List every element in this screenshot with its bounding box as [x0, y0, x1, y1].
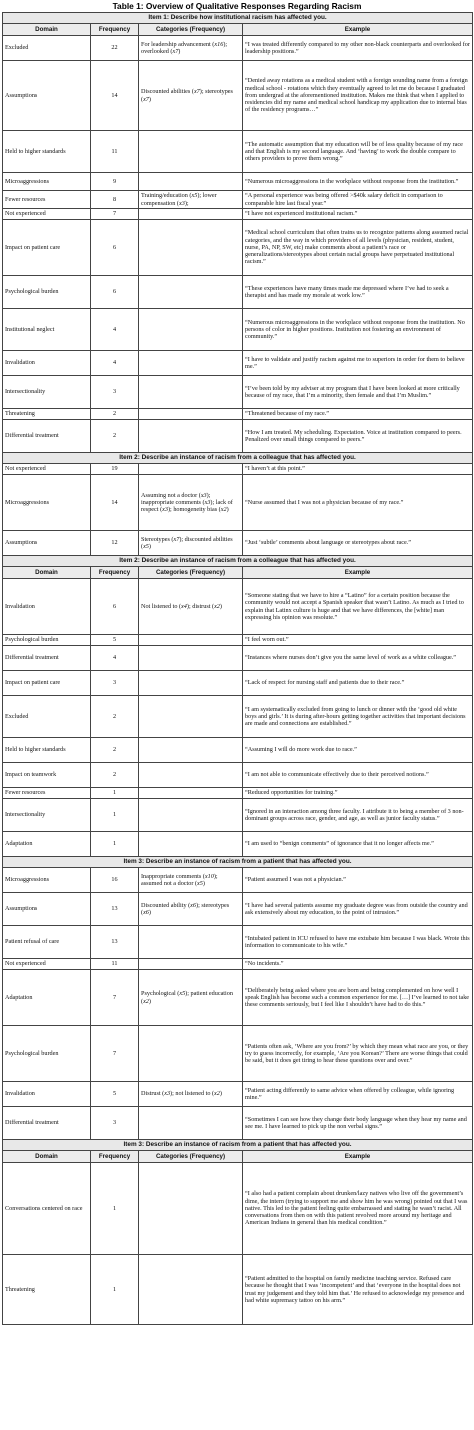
qualitative-responses-table: [2, 12, 473, 1325]
example-cell: “No incidents.”: [243, 959, 473, 970]
table-row: [3, 276, 473, 309]
item-header-row: [3, 1140, 473, 1151]
categories-cell: [139, 309, 243, 351]
table-row: [3, 646, 473, 671]
categories-cell: [139, 209, 243, 220]
example-cell: “Patient assumed I was not a physician.”: [243, 868, 473, 893]
table-row: [3, 36, 473, 61]
categories-cell: [139, 376, 243, 409]
example-header: Example: [243, 1151, 473, 1163]
table-row: [3, 832, 473, 857]
frequency-cell: 7: [91, 209, 139, 220]
frequency-cell: 2: [91, 763, 139, 788]
domain-cell: Excluded: [3, 36, 91, 61]
domain-cell: Institutional neglect: [3, 309, 91, 351]
categories-cell: [139, 351, 243, 376]
domain-cell: Adaptation: [3, 832, 91, 857]
example-cell: “I have to validate and justify racism against me to superiors in order for them to believe me.”: [243, 351, 473, 376]
example-cell: “How I am treated. My scheduling. Expectation. Voice at institution compared to peers. Penalized over small things compared to peers.”: [243, 420, 473, 453]
table-row: [3, 475, 473, 531]
frequency-cell: 7: [91, 970, 139, 1026]
table-row: [3, 926, 473, 959]
frequency-cell: 7: [91, 1026, 139, 1082]
table-row: [3, 209, 473, 220]
frequency-cell: 13: [91, 893, 139, 926]
frequency-cell: 12: [91, 531, 139, 556]
item-prompt: Item 3: Describe an instance of racism from a patient that has affected you.: [3, 1140, 473, 1151]
example-cell: “I was treated differently compared to my other non-black counterparts and overlooked for leadership positions.”: [243, 36, 473, 61]
frequency-cell: 1: [91, 1163, 139, 1255]
categories-cell: [139, 173, 243, 191]
categories-cell: [139, 671, 243, 696]
categories-cell: [139, 409, 243, 420]
table-row: [3, 763, 473, 788]
domain-cell: Invalidation: [3, 351, 91, 376]
domain-cell: Not experienced: [3, 464, 91, 475]
example-cell: “I am systematically excluded from going to lunch or dinner with the ‘good old white boys and girls.’ It is during after-hours getting together activities that important decisions are made and connections are established.”: [243, 696, 473, 738]
frequency-header: Frequency: [91, 24, 139, 36]
domain-cell: Differential treatment: [3, 646, 91, 671]
domain-cell: Held to higher standards: [3, 131, 91, 173]
categories-cell: Discounted abilities (x7); stereotypes (x7): [139, 61, 243, 131]
frequency-cell: 1: [91, 788, 139, 799]
item-prompt: Item 1: Describe how institutional racism has affected you.: [3, 13, 473, 24]
domain-cell: Not experienced: [3, 209, 91, 220]
categories-cell: [139, 131, 243, 173]
item-header-row: [3, 556, 473, 567]
domain-cell: Invalidation: [3, 579, 91, 635]
frequency-cell: 3: [91, 671, 139, 696]
domain-cell: Not experienced: [3, 959, 91, 970]
document-page: [2, 0, 472, 1325]
table-body: [3, 13, 473, 1325]
categories-cell: Assuming not a doctor (x3); inappropriate comments (x3); lack of respect (x3); homogeneity bias (x2): [139, 475, 243, 531]
table-row: [3, 788, 473, 799]
table-title: Table 1: Overview of Qualitative Responses Regarding Racism: [112, 1, 362, 11]
domain-cell: Adaptation: [3, 970, 91, 1026]
domain-header: Domain: [3, 1151, 91, 1163]
categories-cell: [139, 646, 243, 671]
frequency-cell: 2: [91, 420, 139, 453]
categories-cell: [139, 832, 243, 857]
table-row: [3, 173, 473, 191]
item-prompt: Item 3: Describe an instance of racism from a patient that has affected you.: [3, 857, 473, 868]
frequency-cell: 11: [91, 131, 139, 173]
example-cell: “I’ve been told by my adviser at my program that I have been looked at more critically because of my race, that I’m a minority, then female and that I’m Muslim.”: [243, 376, 473, 409]
table-row: [3, 1163, 473, 1255]
domain-cell: Impact on patient care: [3, 671, 91, 696]
table-row: [3, 696, 473, 738]
example-cell: “I have not experienced institutional racism.”: [243, 209, 473, 220]
categories-cell: Not listened to (x4); distrust (x2): [139, 579, 243, 635]
categories-cell: Distrust (x3); not listened to (x2): [139, 1082, 243, 1107]
example-cell: “Ignored in an interaction among three faculty. I attribute it to being a member of 3 non-dominant groups across race, gender, and age, as well as junior faculty status.”: [243, 799, 473, 832]
domain-cell: Intersectionality: [3, 799, 91, 832]
example-cell: “Intubated patient in ICU refused to have me extubate him because I was black. Wrote this information to communicate to his wife.”: [243, 926, 473, 959]
categories-cell: Psychological (x5); patient education (x2): [139, 970, 243, 1026]
example-cell: “Denied away rotations as a medical student with a foreign sounding name from a foreign medical school - rotations which they eventually agreed to let me do because I graduated from undergrad at the aforementioned institution. Makes me think that when I applied to residencies did my name and medical school handicap my application due to internal bias of the residency programs…”: [243, 61, 473, 131]
table-row: [3, 1082, 473, 1107]
table-row: [3, 531, 473, 556]
example-cell: “Someone stating that we have to hire a “Latino” for a certain position because the community would not accept a Spanish speaker that wasn’t Latino. As much as I tried to explain that Latinx culture is huge and that we have differences, the [white] man expressing his opinion was resolute.”: [243, 579, 473, 635]
domain-cell: Excluded: [3, 696, 91, 738]
frequency-header: Frequency: [91, 1151, 139, 1163]
frequency-cell: 1: [91, 832, 139, 857]
categories-cell: [139, 276, 243, 309]
domain-cell: Assumptions: [3, 61, 91, 131]
example-cell: “Threatened because of my race.”: [243, 409, 473, 420]
example-cell: “Deliberately being asked where you are born and being complemented on how well I speak English has become such a common experience for me. […] I’ve learned to not take these comments seriously, but I feel like I shouldn’t have had to do this.”: [243, 970, 473, 1026]
table-row: [3, 409, 473, 420]
example-cell: “Reduced opportunities for training.”: [243, 788, 473, 799]
example-header: Example: [243, 567, 473, 579]
domain-cell: Differential treatment: [3, 420, 91, 453]
example-cell: “I haven’t at this point.”: [243, 464, 473, 475]
table-row: [3, 970, 473, 1026]
domain-header: Domain: [3, 24, 91, 36]
domain-cell: Invalidation: [3, 1082, 91, 1107]
categories-cell: Training/education (x5); lower compensation (x3);: [139, 191, 243, 209]
example-cell: “Patients often ask, ‘Where are you from?’ by which they mean what race are you, or they try to guess incorrectly, for example, ‘Are you Korean?’ There are worse things that could be said, but it does get tiring to hear these questions over and over.”: [243, 1026, 473, 1082]
categories-cell: [139, 959, 243, 970]
frequency-cell: 4: [91, 351, 139, 376]
categories-header: Categories (Frequency): [139, 1151, 243, 1163]
table-row: [3, 464, 473, 475]
example-header: Example: [243, 24, 473, 36]
example-cell: “Assuming I will do more work due to race.”: [243, 738, 473, 763]
frequency-cell: 16: [91, 868, 139, 893]
table-row: [3, 1026, 473, 1082]
example-cell: “Patient admitted to the hospital on family medicine teaching service. Refused care because he thought that I was ‘incompetent’ and that ‘everyone in the hospital does not trust my judgement and they told him that.’ He refused to acknowledge my presence and had white supremacy tattoo on his arm.”: [243, 1255, 473, 1325]
table-row: [3, 1255, 473, 1325]
categories-cell: [139, 420, 243, 453]
example-cell: “Nurse assumed that I was not a physician because of my race.”: [243, 475, 473, 531]
example-cell: “Numerous microaggressions in the workplace without response from the institution. No persons of color in higher positions. Institution not fostering an environment of community.”: [243, 309, 473, 351]
table-row: [3, 1107, 473, 1140]
frequency-cell: 1: [91, 799, 139, 832]
categories-cell: Stereotypes (x7); discounted abilities (x5): [139, 531, 243, 556]
categories-header: Categories (Frequency): [139, 24, 243, 36]
frequency-cell: 6: [91, 220, 139, 276]
example-cell: “The automatic assumption that my education will be of less quality because of my race and that English is my second language. And ‘having’ to work the double compare to others providers to prove them wrong.”: [243, 131, 473, 173]
table-row: [3, 635, 473, 646]
domain-cell: Threatening: [3, 1255, 91, 1325]
domain-cell: Assumptions: [3, 893, 91, 926]
frequency-cell: 19: [91, 464, 139, 475]
frequency-cell: 2: [91, 409, 139, 420]
table-row: [3, 579, 473, 635]
frequency-cell: 3: [91, 376, 139, 409]
domain-cell: Microaggressions: [3, 868, 91, 893]
domain-cell: Psychological burden: [3, 635, 91, 646]
example-cell: “Numerous microaggressions in the workplace without response from the institution.”: [243, 173, 473, 191]
frequency-cell: 2: [91, 696, 139, 738]
categories-cell: [139, 926, 243, 959]
frequency-cell: 14: [91, 61, 139, 131]
domain-cell: Psychological burden: [3, 1026, 91, 1082]
categories-cell: [139, 1107, 243, 1140]
domain-cell: Microaggressions: [3, 173, 91, 191]
example-cell: “I feel worn out.”: [243, 635, 473, 646]
example-cell: “I also had a patient complain about drunken/lazy natives who live off the government’s dime, the intern (trying to support me and show him he was wrong) pointed out that I was native. This led to the patient feeling quite embarrassed and stating he wasn’t racist. All conversations from then on with this patient revolved more around my heritage and American Indians in general than his medical condition.”: [243, 1163, 473, 1255]
frequency-cell: 6: [91, 579, 139, 635]
frequency-cell: 3: [91, 1107, 139, 1140]
table-row: [3, 738, 473, 763]
table-row: [3, 131, 473, 173]
example-cell: “Instances where nurses don’t give you the same level of work as a white colleague.”: [243, 646, 473, 671]
domain-cell: Psychological burden: [3, 276, 91, 309]
frequency-cell: 5: [91, 1082, 139, 1107]
item-header-row: [3, 857, 473, 868]
column-header-row: [3, 567, 473, 579]
domain-header: Domain: [3, 567, 91, 579]
example-cell: “Lack of respect for nursing staff and patients due to their race.”: [243, 671, 473, 696]
categories-cell: Discounted ability (x6); stereotypes (x6): [139, 893, 243, 926]
categories-cell: [139, 635, 243, 646]
table-row: [3, 420, 473, 453]
table-row: [3, 959, 473, 970]
example-cell: “Sometimes I can see how they change their body language when they hear my name and see me. I have learned to pick up the non verbal signs.”: [243, 1107, 473, 1140]
categories-cell: [139, 464, 243, 475]
domain-cell: Patient refusal of care: [3, 926, 91, 959]
frequency-cell: 14: [91, 475, 139, 531]
frequency-header: Frequency: [91, 567, 139, 579]
categories-cell: [139, 696, 243, 738]
domain-cell: Impact on teamwork: [3, 763, 91, 788]
domain-cell: Fewer resources: [3, 191, 91, 209]
table-row: [3, 893, 473, 926]
example-cell: “I am not able to communicate effectively due to their perceived notions.”: [243, 763, 473, 788]
domain-cell: Threatening: [3, 409, 91, 420]
example-cell: “I have had several patients assume my graduate degree was from outside the country and ask extensively about my education, to the point of intrusion.”: [243, 893, 473, 926]
table-row: [3, 61, 473, 131]
frequency-cell: 5: [91, 635, 139, 646]
categories-cell: [139, 1163, 243, 1255]
example-cell: “Patient acting differently to same advice when offered by colleague, while ignoring mine.”: [243, 1082, 473, 1107]
example-cell: “I am used to “benign comments” of ignorance that it no longer affects me.”: [243, 832, 473, 857]
table-row: [3, 191, 473, 209]
item-header-row: [3, 453, 473, 464]
frequency-cell: 11: [91, 959, 139, 970]
domain-cell: Differential treatment: [3, 1107, 91, 1140]
frequency-cell: 6: [91, 276, 139, 309]
domain-cell: Intersectionality: [3, 376, 91, 409]
categories-cell: Inappropriate comments (x10); assumed not a doctor (x5): [139, 868, 243, 893]
domain-cell: Assumptions: [3, 531, 91, 556]
example-cell: “These experiences have many times made me depressed where I’ve had to seek a therapist and has made my morale at work low.”: [243, 276, 473, 309]
categories-cell: [139, 799, 243, 832]
categories-cell: [139, 763, 243, 788]
categories-cell: For leadership advancement (x16); overlooked (x7): [139, 36, 243, 61]
frequency-cell: 22: [91, 36, 139, 61]
frequency-cell: 13: [91, 926, 139, 959]
column-header-row: [3, 1151, 473, 1163]
domain-cell: Impact on patient care: [3, 220, 91, 276]
table-row: [3, 376, 473, 409]
item-header-row: [3, 13, 473, 24]
categories-cell: [139, 788, 243, 799]
domain-cell: Microaggressions: [3, 475, 91, 531]
item-prompt: Item 2: Describe an instance of racism from a colleague that has affected you.: [3, 453, 473, 464]
domain-cell: Fewer resources: [3, 788, 91, 799]
table-row: [3, 671, 473, 696]
categories-cell: [139, 738, 243, 763]
categories-cell: [139, 1255, 243, 1325]
table-row: [3, 868, 473, 893]
frequency-cell: 8: [91, 191, 139, 209]
domain-cell: Conversations centered on race: [3, 1163, 91, 1255]
example-cell: “Medical school curriculum that often trains us to recognize patterns along assumed racial categories, and the way in which providers of all levels (physician, resident, student, nurse, PA, NP, SW, etc) make comments about a patient’s race or generalizations/stereotypes about certain racial groups have perpetuated institutional racism.”: [243, 220, 473, 276]
item-prompt: Item 2: Describe an instance of racism from a colleague that has affected you.: [3, 556, 473, 567]
table-row: [3, 309, 473, 351]
frequency-cell: 2: [91, 738, 139, 763]
domain-cell: Held to higher standards: [3, 738, 91, 763]
categories-cell: [139, 1026, 243, 1082]
categories-header: Categories (Frequency): [139, 567, 243, 579]
frequency-cell: 4: [91, 309, 139, 351]
frequency-cell: 1: [91, 1255, 139, 1325]
table-row: [3, 220, 473, 276]
categories-cell: [139, 220, 243, 276]
example-cell: “A personal experience was being offered >$40k salary deficit in comparison to comparable hire last fiscal year.”: [243, 191, 473, 209]
table-row: [3, 799, 473, 832]
column-header-row: [3, 24, 473, 36]
frequency-cell: 4: [91, 646, 139, 671]
example-cell: “Just ‘subtle’ comments about language or stereotypes about race.”: [243, 531, 473, 556]
table-row: [3, 351, 473, 376]
frequency-cell: 9: [91, 173, 139, 191]
